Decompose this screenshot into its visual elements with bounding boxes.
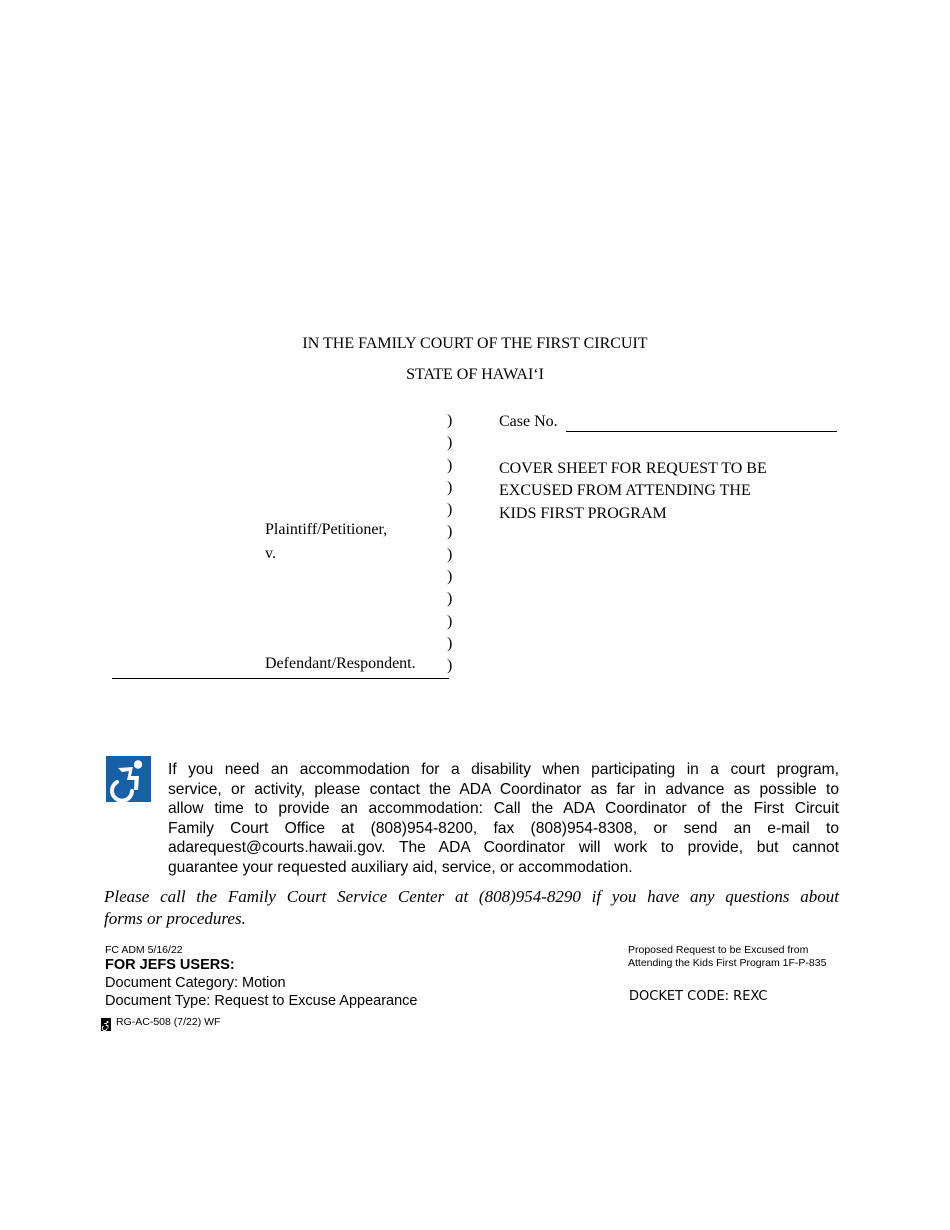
document-title-line: COVER SHEET FOR REQUEST TO BE	[499, 460, 767, 477]
court-heading: IN THE FAMILY COURT OF THE FIRST CIRCUIT	[302, 335, 648, 352]
paren: )	[447, 456, 453, 474]
document-title-line: EXCUSED FROM ATTENDING THE	[499, 482, 751, 500]
document-title-line: KIDS FIRST PROGRAM	[499, 504, 667, 522]
proposed-order-label	[628, 944, 826, 971]
paren: )	[447, 634, 453, 652]
ada-notice-line: adarequest@courts.hawaii.gov. The ADA Coordinator will work to provide, but cannot	[168, 839, 839, 857]
versus-label: v.	[265, 545, 276, 562]
ada-notice-text	[168, 760, 839, 878]
document-type: Document Type: Request to Excuse Appearance	[105, 993, 418, 1009]
proposed-order-line: Proposed Request to be Excused from	[628, 944, 809, 956]
ada-notice-line: Family Court Office at (808)954-8200, fax (808)954-8308, or send an e-mail to	[168, 819, 839, 837]
rg-code: RG-AC-508 (7/22) WF	[116, 1016, 221, 1028]
ada-notice-line: allow time to provide an accommodation: Call the ADA Coordinator of the First Circuit	[168, 800, 839, 818]
defendant-label: Defendant/Respondent.	[265, 655, 416, 672]
service-note-line: forms or procedures.	[104, 908, 246, 928]
proposed-order-line: Attending the Kids First Program 1F-P-835	[628, 957, 827, 970]
paren: )	[447, 434, 453, 452]
docket-code: DOCKET CODE: REXC	[629, 989, 768, 1004]
caption-paren-column	[447, 410, 452, 678]
paren: )	[447, 568, 453, 586]
paren: )	[447, 501, 453, 519]
document-category: Document Category: Motion	[105, 975, 286, 991]
paren: )	[447, 412, 453, 429]
paren: )	[447, 590, 453, 608]
paren: )	[447, 612, 453, 630]
document-title	[499, 458, 767, 525]
ada-notice-line: service, or activity, please contact the ADA Coordinator as far in advance as possible to	[168, 780, 839, 798]
paren: )	[447, 657, 453, 675]
paren: )	[447, 545, 453, 563]
paren: )	[447, 478, 453, 496]
paren: )	[447, 523, 453, 541]
service-center-note	[104, 886, 839, 929]
case-no-label: Case No.	[499, 413, 558, 430]
accessibility-wheelchair-icon	[106, 756, 151, 802]
case-no-field[interactable]	[566, 431, 837, 432]
caption-rule	[112, 678, 449, 679]
ada-notice-line: guarantee your requested auxiliary aid, service, or accommodation.	[168, 858, 633, 876]
small-accessibility-icon	[101, 1018, 111, 1029]
ada-notice-line: If you need an accommodation for a disability when participating in a court program,	[168, 761, 839, 778]
state-heading: STATE OF HAWAI‘I	[406, 366, 544, 383]
jefs-heading: FOR JEFS USERS:	[105, 957, 235, 973]
form-id: FC ADM 5/16/22	[105, 944, 183, 956]
service-note-line: Please call the Family Court Service Center at (808)954-8290 if you have any questions about	[104, 887, 839, 906]
plaintiff-label: Plaintiff/Petitioner,	[265, 521, 388, 538]
